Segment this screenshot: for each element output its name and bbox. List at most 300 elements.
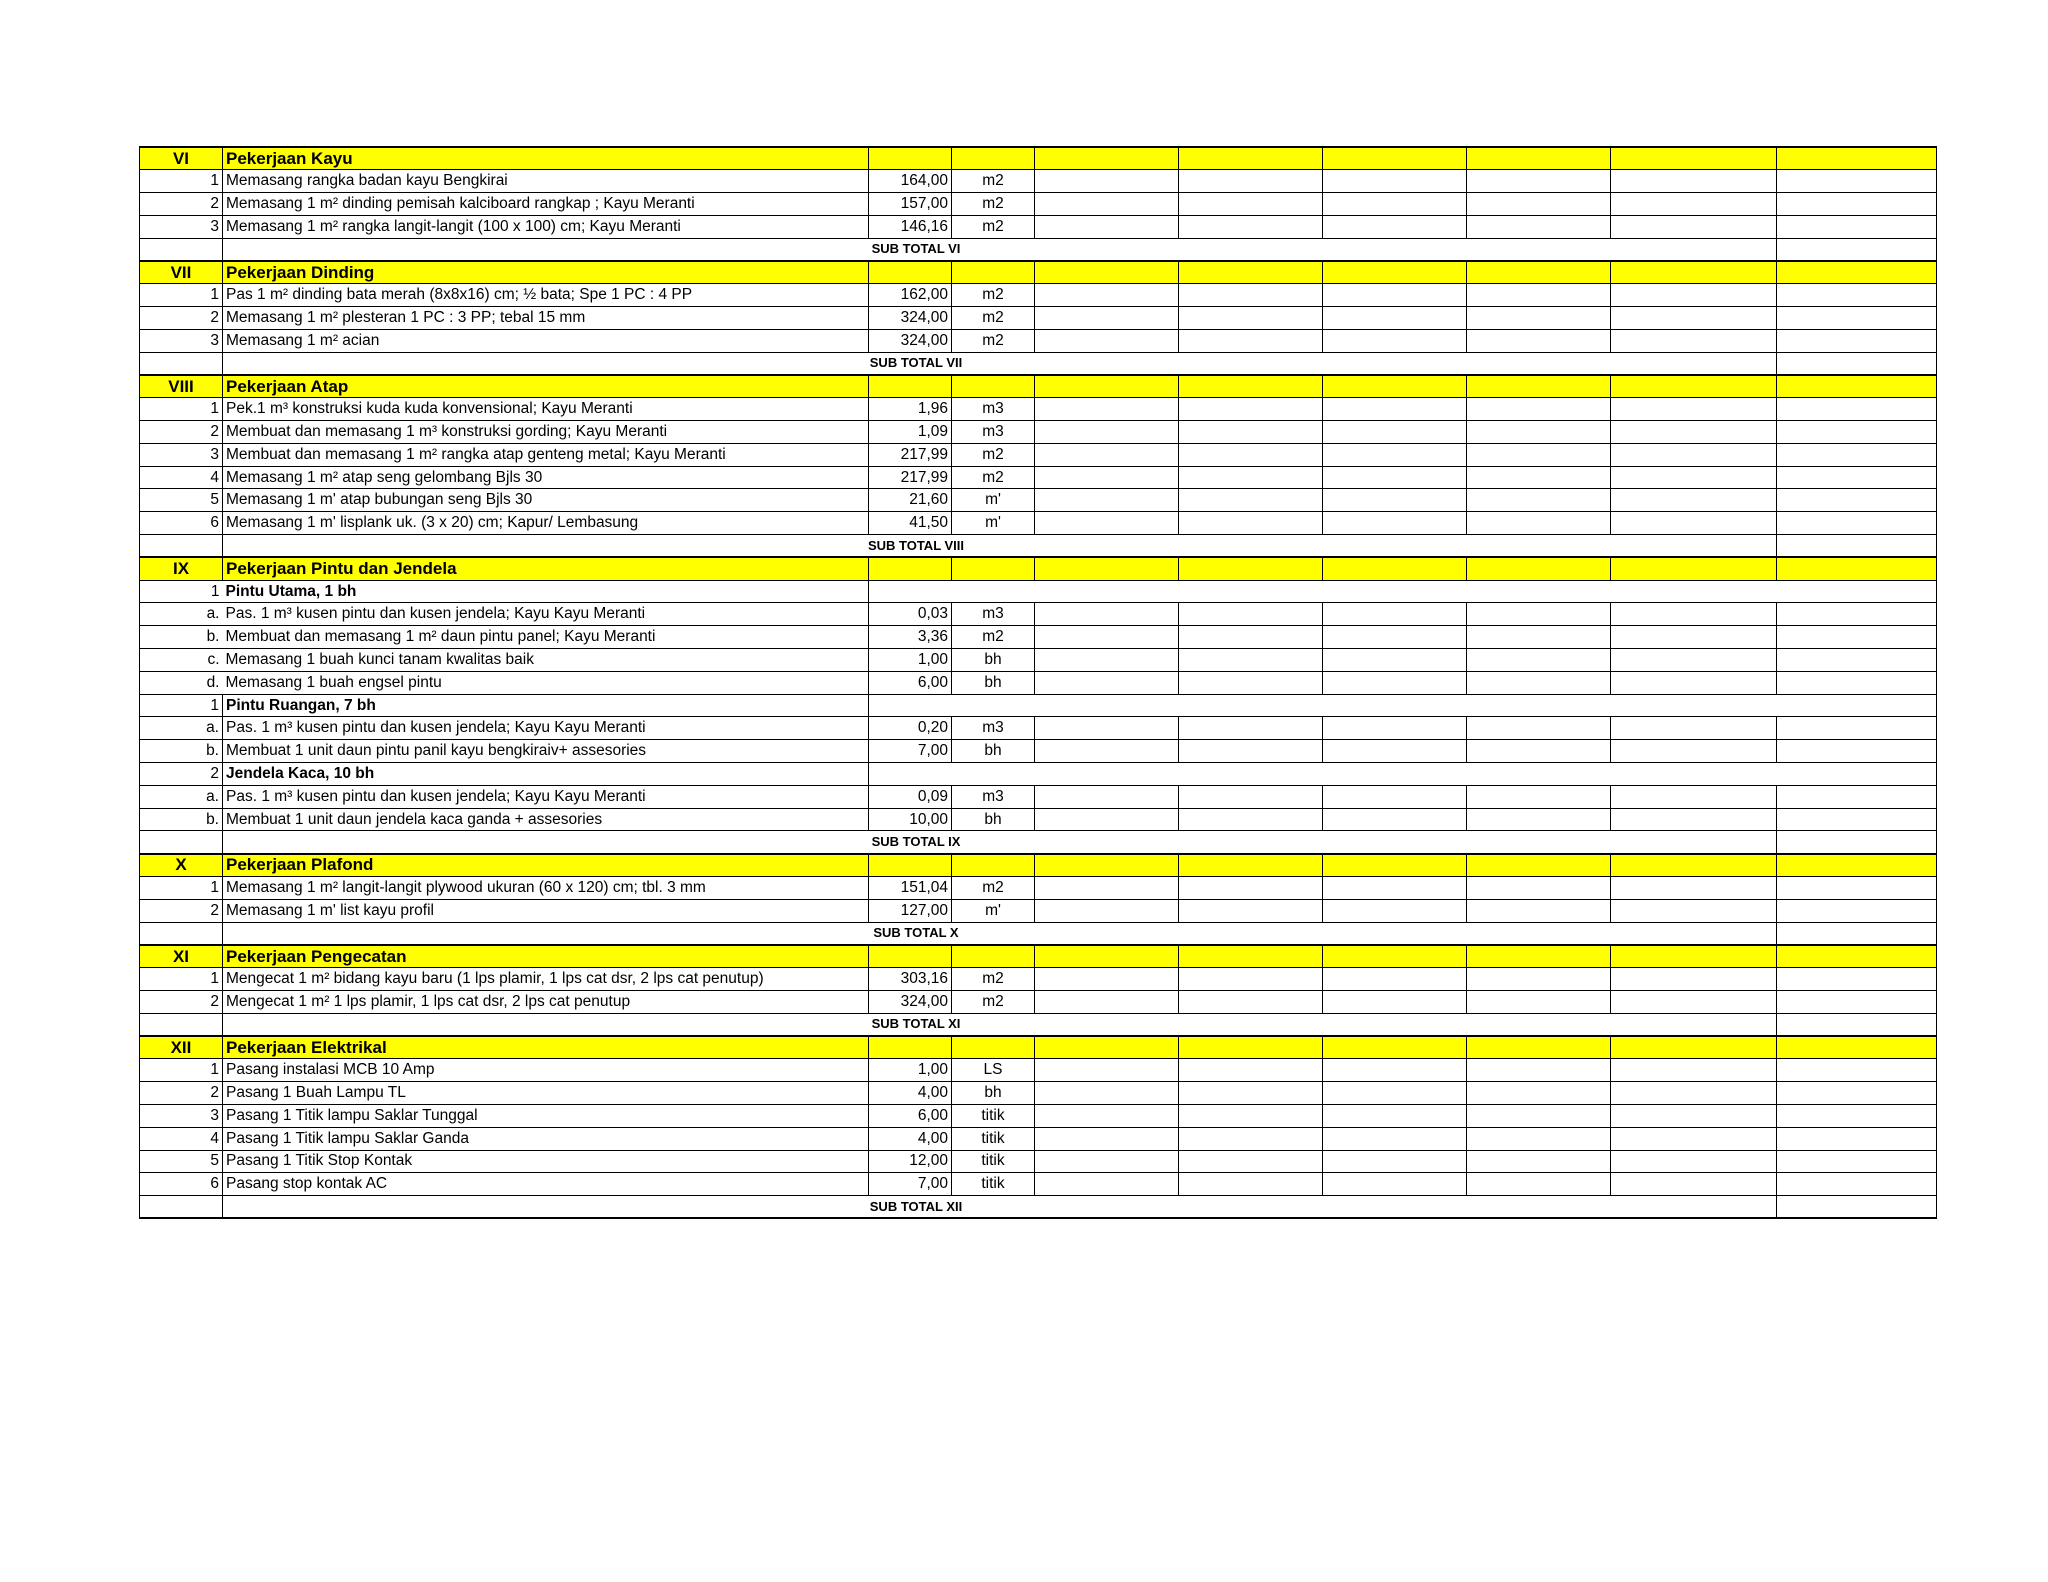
item-volume: 3,36: [869, 626, 952, 649]
item-row: [140, 170, 1937, 193]
item-description: Memasang 1 m² atap seng gelombang Bjls 30: [223, 466, 869, 489]
section-header-row: [140, 1036, 1937, 1059]
empty-cell: [1777, 170, 1937, 193]
empty-cell: [1179, 284, 1323, 307]
empty-cell: [1035, 193, 1179, 216]
item-description: Pasang 1 Titik lampu Saklar Tunggal: [223, 1104, 869, 1127]
empty-cell: [1035, 147, 1179, 170]
empty-cell: [1611, 1173, 1777, 1196]
item-description: Memasang 1 m² rangka langit-langit (100 x 100) cm; Kayu Meranti: [223, 215, 869, 238]
item-number: 1: [140, 1059, 223, 1082]
item-number: a.: [140, 717, 223, 740]
subtotal-label: SUB TOTAL VI: [223, 238, 1777, 261]
item-volume: 4,00: [869, 1127, 952, 1150]
item-volume: 217,99: [869, 443, 952, 466]
item-volume: 1,00: [869, 649, 952, 672]
item-volume: 157,00: [869, 193, 952, 216]
item-unit: m2: [952, 626, 1035, 649]
empty-cell: [1467, 375, 1611, 398]
empty-cell: [1611, 968, 1777, 991]
empty-cell: [1035, 1127, 1179, 1150]
empty-cell: [1777, 785, 1937, 808]
empty-cell: [869, 945, 952, 968]
empty-cell: [1611, 1104, 1777, 1127]
empty-cell: [1467, 1036, 1611, 1059]
empty-cell: [1035, 489, 1179, 512]
subtotal-label: SUB TOTAL VII: [223, 352, 1777, 375]
group-title: Pintu Utama, 1 bh: [223, 580, 869, 603]
empty-cell: [1035, 398, 1179, 421]
empty-cell: [1777, 626, 1937, 649]
empty-cell: [869, 375, 952, 398]
empty-cell: [1035, 1104, 1179, 1127]
empty-cell: [1467, 193, 1611, 216]
empty-cell: [1777, 1082, 1937, 1105]
item-unit: m': [952, 489, 1035, 512]
item-number: 2: [140, 990, 223, 1013]
empty-cell: [1611, 1036, 1777, 1059]
item-description: Pasang 1 Titik lampu Saklar Ganda: [223, 1127, 869, 1150]
empty-cell: [1777, 899, 1937, 922]
empty-cell: [1035, 557, 1179, 580]
item-row: [140, 1173, 1937, 1196]
subtotal-label: SUB TOTAL X: [223, 922, 1777, 945]
item-unit: titik: [952, 1150, 1035, 1173]
item-description: Memasang 1 m' atap bubungan seng Bjls 30: [223, 489, 869, 512]
empty-cell: [1467, 489, 1611, 512]
empty-cell: [1323, 1036, 1467, 1059]
empty-cell: [1179, 1036, 1323, 1059]
item-row: [140, 603, 1937, 626]
item-unit: titik: [952, 1127, 1035, 1150]
item-row: [140, 899, 1937, 922]
empty-cell: [1611, 626, 1777, 649]
item-unit: m2: [952, 990, 1035, 1013]
item-volume: 10,00: [869, 808, 952, 831]
item-row: [140, 968, 1937, 991]
item-number: 2: [140, 899, 223, 922]
item-row: [140, 717, 1937, 740]
empty-cell: [1777, 1059, 1937, 1082]
item-number: 3: [140, 443, 223, 466]
empty-cell: [1323, 1127, 1467, 1150]
item-number: 1: [140, 968, 223, 991]
empty-cell: [1179, 785, 1323, 808]
empty-cell: [1035, 1150, 1179, 1173]
section-title: Pekerjaan Kayu: [223, 147, 869, 170]
empty-cell: [1323, 968, 1467, 991]
section-header-row: [140, 854, 1937, 877]
empty-cell: [952, 557, 1035, 580]
subtotal-value: [1777, 1196, 1937, 1219]
empty-cell: [1179, 443, 1323, 466]
empty-cell: [1777, 512, 1937, 535]
empty-cell: [1323, 990, 1467, 1013]
empty-cell: [1611, 466, 1777, 489]
empty-cell: [1611, 945, 1777, 968]
item-unit: m2: [952, 193, 1035, 216]
empty-cell: [1323, 375, 1467, 398]
empty-cell: [952, 261, 1035, 284]
empty-cell: [1467, 261, 1611, 284]
item-description: Memasang 1 m' list kayu profil: [223, 899, 869, 922]
empty-cell: [1777, 717, 1937, 740]
item-number: 1: [140, 170, 223, 193]
empty-cell: [1179, 649, 1323, 672]
empty-cell: [140, 1013, 223, 1036]
empty-cell: [1777, 1104, 1937, 1127]
empty-cell: [1323, 649, 1467, 672]
table-body: [140, 147, 1937, 1218]
empty-cell: [1611, 877, 1777, 900]
empty-cell: [1035, 512, 1179, 535]
item-row: [140, 626, 1937, 649]
item-number: a.: [140, 603, 223, 626]
empty-cell: [1179, 717, 1323, 740]
empty-cell: [1035, 740, 1179, 763]
empty-cell: [1323, 785, 1467, 808]
item-number: 3: [140, 329, 223, 352]
section-number: VII: [140, 261, 223, 284]
subtotal-value: [1777, 922, 1937, 945]
empty-cell: [1323, 603, 1467, 626]
subtotal-label: SUB TOTAL XII: [223, 1196, 1777, 1219]
empty-cell: [1179, 398, 1323, 421]
item-volume: 217,99: [869, 466, 952, 489]
subtotal-value: [1777, 831, 1937, 854]
item-unit: m2: [952, 307, 1035, 330]
item-number: 6: [140, 512, 223, 535]
empty-cell: [1611, 261, 1777, 284]
empty-cell: [1467, 785, 1611, 808]
empty-cell: [1323, 421, 1467, 444]
item-number: 4: [140, 1127, 223, 1150]
item-number: 2: [140, 307, 223, 330]
empty-cell: [1035, 1036, 1179, 1059]
item-row: [140, 990, 1937, 1013]
item-description: Membuat dan memasang 1 m² rangka atap genteng metal; Kayu Meranti: [223, 443, 869, 466]
empty-cell: [1179, 1059, 1323, 1082]
empty-cell: [1467, 1059, 1611, 1082]
empty-cell: [1323, 193, 1467, 216]
item-row: [140, 649, 1937, 672]
empty-cell: [1323, 1082, 1467, 1105]
empty-cell: [1777, 284, 1937, 307]
empty-cell: [1323, 307, 1467, 330]
section-header-row: [140, 557, 1937, 580]
empty-cell: [1611, 443, 1777, 466]
item-unit: m2: [952, 466, 1035, 489]
group-number: 1: [140, 694, 223, 717]
item-unit: bh: [952, 649, 1035, 672]
item-unit: m3: [952, 421, 1035, 444]
section-title: Pekerjaan Pengecatan: [223, 945, 869, 968]
empty-cell: [1611, 899, 1777, 922]
item-volume: 0,09: [869, 785, 952, 808]
item-number: 1: [140, 284, 223, 307]
empty-cell: [1035, 717, 1179, 740]
empty-cell: [1323, 261, 1467, 284]
empty-cell: [1179, 421, 1323, 444]
subtotal-row: [140, 831, 1937, 854]
empty-cell: [1777, 854, 1937, 877]
section-header-row: [140, 375, 1937, 398]
empty-cell: [1035, 1059, 1179, 1082]
section-number: X: [140, 854, 223, 877]
empty-cell: [1467, 945, 1611, 968]
empty-cell: [1035, 170, 1179, 193]
empty-cell: [1035, 261, 1179, 284]
item-volume: 1,00: [869, 1059, 952, 1082]
empty-cell: [1611, 854, 1777, 877]
empty-cell: [1467, 147, 1611, 170]
empty-cell: [1179, 1173, 1323, 1196]
section-title: Pekerjaan Elektrikal: [223, 1036, 869, 1059]
section-number: VIII: [140, 375, 223, 398]
empty-cell: [140, 922, 223, 945]
empty-cell: [1035, 626, 1179, 649]
empty-cell: [1323, 854, 1467, 877]
section-number: IX: [140, 557, 223, 580]
item-volume: 4,00: [869, 1082, 952, 1105]
item-volume: 1,09: [869, 421, 952, 444]
item-description: Pek.1 m³ konstruksi kuda kuda konvensional; Kayu Meranti: [223, 398, 869, 421]
item-volume: 146,16: [869, 215, 952, 238]
empty-cell: [1611, 307, 1777, 330]
item-volume: 303,16: [869, 968, 952, 991]
item-unit: m2: [952, 215, 1035, 238]
empty-cell: [1323, 329, 1467, 352]
empty-cell: [1611, 193, 1777, 216]
item-row: [140, 307, 1937, 330]
section-number: XII: [140, 1036, 223, 1059]
empty-cell: [140, 238, 223, 261]
section-title: Pekerjaan Plafond: [223, 854, 869, 877]
item-row: [140, 808, 1937, 831]
empty-cell: [1467, 717, 1611, 740]
empty-cell: [1467, 398, 1611, 421]
empty-cell: [1467, 990, 1611, 1013]
item-description: Memasang 1 m² dinding pemisah kalciboard rangkap ; Kayu Meranti: [223, 193, 869, 216]
item-description: Membuat dan memasang 1 m³ konstruksi gording; Kayu Meranti: [223, 421, 869, 444]
empty-cell: [1777, 968, 1937, 991]
empty-cell: [1611, 740, 1777, 763]
item-volume: 41,50: [869, 512, 952, 535]
empty-cell: [1035, 877, 1179, 900]
empty-cell: [1179, 990, 1323, 1013]
item-description: Memasang 1 m² acian: [223, 329, 869, 352]
empty-cell: [1777, 649, 1937, 672]
item-volume: 324,00: [869, 329, 952, 352]
empty-cell: [1611, 717, 1777, 740]
empty-cell: [1611, 375, 1777, 398]
item-description: Membuat 1 unit daun pintu panil kayu bengkiraiv+ assesories: [223, 740, 869, 763]
item-volume: 6,00: [869, 671, 952, 694]
empty-cell: [1179, 899, 1323, 922]
empty-cell: [952, 1036, 1035, 1059]
empty-cell: [1611, 215, 1777, 238]
empty-cell: [1467, 512, 1611, 535]
item-row: [140, 740, 1937, 763]
empty-cell: [1467, 170, 1611, 193]
item-description: Pasang instalasi MCB 10 Amp: [223, 1059, 869, 1082]
empty-cell: [869, 557, 952, 580]
item-volume: 12,00: [869, 1150, 952, 1173]
cost-estimate-table: [139, 146, 1937, 1219]
item-description: Memasang 1 buah engsel pintu: [223, 671, 869, 694]
empty-cell: [1179, 557, 1323, 580]
item-row: [140, 329, 1937, 352]
item-description: Pas. 1 m³ kusen pintu dan kusen jendela; Kayu Kayu Meranti: [223, 603, 869, 626]
empty-cell: [1777, 808, 1937, 831]
subtotal-row: [140, 1013, 1937, 1036]
item-unit: m3: [952, 717, 1035, 740]
empty-cell: [1179, 307, 1323, 330]
item-description: Memasang rangka badan kayu Bengkirai: [223, 170, 869, 193]
item-number: b.: [140, 808, 223, 831]
item-unit: m3: [952, 398, 1035, 421]
item-number: b.: [140, 626, 223, 649]
empty-cell: [1323, 170, 1467, 193]
item-number: 4: [140, 466, 223, 489]
item-row: [140, 489, 1937, 512]
empty-cell: [1035, 421, 1179, 444]
item-description: Pas 1 m² dinding bata merah (8x8x16) cm; ½ bata; Spe 1 PC : 4 PP: [223, 284, 869, 307]
empty-cell: [1611, 557, 1777, 580]
item-number: 6: [140, 1173, 223, 1196]
empty-cell: [1323, 284, 1467, 307]
empty-cell: [1035, 968, 1179, 991]
item-volume: 127,00: [869, 899, 952, 922]
empty-cell: [1179, 1127, 1323, 1150]
item-unit: bh: [952, 808, 1035, 831]
item-number: 3: [140, 1104, 223, 1127]
item-row: [140, 785, 1937, 808]
empty-cell: [1179, 329, 1323, 352]
section-title: Pekerjaan Dinding: [223, 261, 869, 284]
group-row: [140, 580, 1937, 603]
item-row: [140, 512, 1937, 535]
subtotal-value: [1777, 238, 1937, 261]
item-volume: 21,60: [869, 489, 952, 512]
empty-cell: [1179, 968, 1323, 991]
item-unit: m3: [952, 785, 1035, 808]
empty-cell: [1611, 329, 1777, 352]
empty-cell: [1035, 785, 1179, 808]
subtotal-row: [140, 535, 1937, 558]
item-number: 1: [140, 877, 223, 900]
item-number: 2: [140, 421, 223, 444]
item-description: Membuat dan memasang 1 m² daun pintu panel; Kayu Meranti: [223, 626, 869, 649]
item-unit: m2: [952, 968, 1035, 991]
empty-cell: [1323, 215, 1467, 238]
item-description: Pasang stop kontak AC: [223, 1173, 869, 1196]
empty-cell: [1035, 443, 1179, 466]
empty-cell: [1777, 990, 1937, 1013]
empty-cell: [1323, 398, 1467, 421]
empty-cell: [1035, 899, 1179, 922]
empty-cell: [1323, 626, 1467, 649]
empty-cell: [1035, 375, 1179, 398]
subtotal-label: SUB TOTAL IX: [223, 831, 1777, 854]
empty-cell: [1179, 261, 1323, 284]
empty-cell: [1467, 877, 1611, 900]
empty-cell: [1467, 603, 1611, 626]
empty-cell: [1035, 329, 1179, 352]
empty-cell: [1035, 284, 1179, 307]
item-description: Memasang 1 m' lisplank uk. (3 x 20) cm; Kapur/ Lembasung: [223, 512, 869, 535]
empty-cell: [1323, 1150, 1467, 1173]
empty-cell: [1179, 147, 1323, 170]
empty-cell: [1323, 808, 1467, 831]
empty-cell: [952, 945, 1035, 968]
empty-cell: [1611, 671, 1777, 694]
subtotal-row: [140, 922, 1937, 945]
empty-cell: [1611, 489, 1777, 512]
empty-cell: [1611, 1127, 1777, 1150]
empty-cell: [869, 261, 952, 284]
empty-cell: [1035, 649, 1179, 672]
item-unit: bh: [952, 1082, 1035, 1105]
empty-cell: [1323, 899, 1467, 922]
empty-cell: [1777, 877, 1937, 900]
group-number: 1: [140, 580, 223, 603]
empty-cell: [1179, 945, 1323, 968]
empty-cell: [1323, 557, 1467, 580]
item-row: [140, 421, 1937, 444]
empty-cell: [1179, 603, 1323, 626]
item-unit: bh: [952, 671, 1035, 694]
empty-cell: [1611, 1150, 1777, 1173]
empty-cell: [1467, 854, 1611, 877]
empty-cell: [1777, 398, 1937, 421]
empty-cell: [1179, 808, 1323, 831]
empty-cell: [1179, 215, 1323, 238]
empty-cell: [1467, 1127, 1611, 1150]
empty-cell: [1467, 649, 1611, 672]
empty-cell: [1035, 1082, 1179, 1105]
empty-cell: [1611, 603, 1777, 626]
empty-cell: [1179, 489, 1323, 512]
item-number: a.: [140, 785, 223, 808]
empty-cell: [1777, 307, 1937, 330]
item-description: Memasang 1 m² langit-langit plywood ukuran (60 x 120) cm; tbl. 3 mm: [223, 877, 869, 900]
empty-cell: [1323, 1104, 1467, 1127]
item-row: [140, 671, 1937, 694]
empty-cell: [1179, 512, 1323, 535]
item-row: [140, 398, 1937, 421]
item-volume: 0,03: [869, 603, 952, 626]
empty-cell: [1467, 968, 1611, 991]
empty-cell: [1611, 170, 1777, 193]
section-number: VI: [140, 147, 223, 170]
empty-cell: [1611, 1082, 1777, 1105]
empty-cell: [1777, 443, 1937, 466]
item-description: Memasang 1 m² plesteran 1 PC : 3 PP; tebal 15 mm: [223, 307, 869, 330]
empty-cell: [1035, 671, 1179, 694]
item-unit: m2: [952, 329, 1035, 352]
item-number: c.: [140, 649, 223, 672]
section-header-row: [140, 261, 1937, 284]
item-unit: titik: [952, 1104, 1035, 1127]
empty-cell: [1323, 671, 1467, 694]
item-unit: m': [952, 512, 1035, 535]
subtotal-label: SUB TOTAL XI: [223, 1013, 1777, 1036]
item-unit: m2: [952, 170, 1035, 193]
empty-cell: [1323, 877, 1467, 900]
empty-cell: [1467, 626, 1611, 649]
empty-cell: [1323, 443, 1467, 466]
